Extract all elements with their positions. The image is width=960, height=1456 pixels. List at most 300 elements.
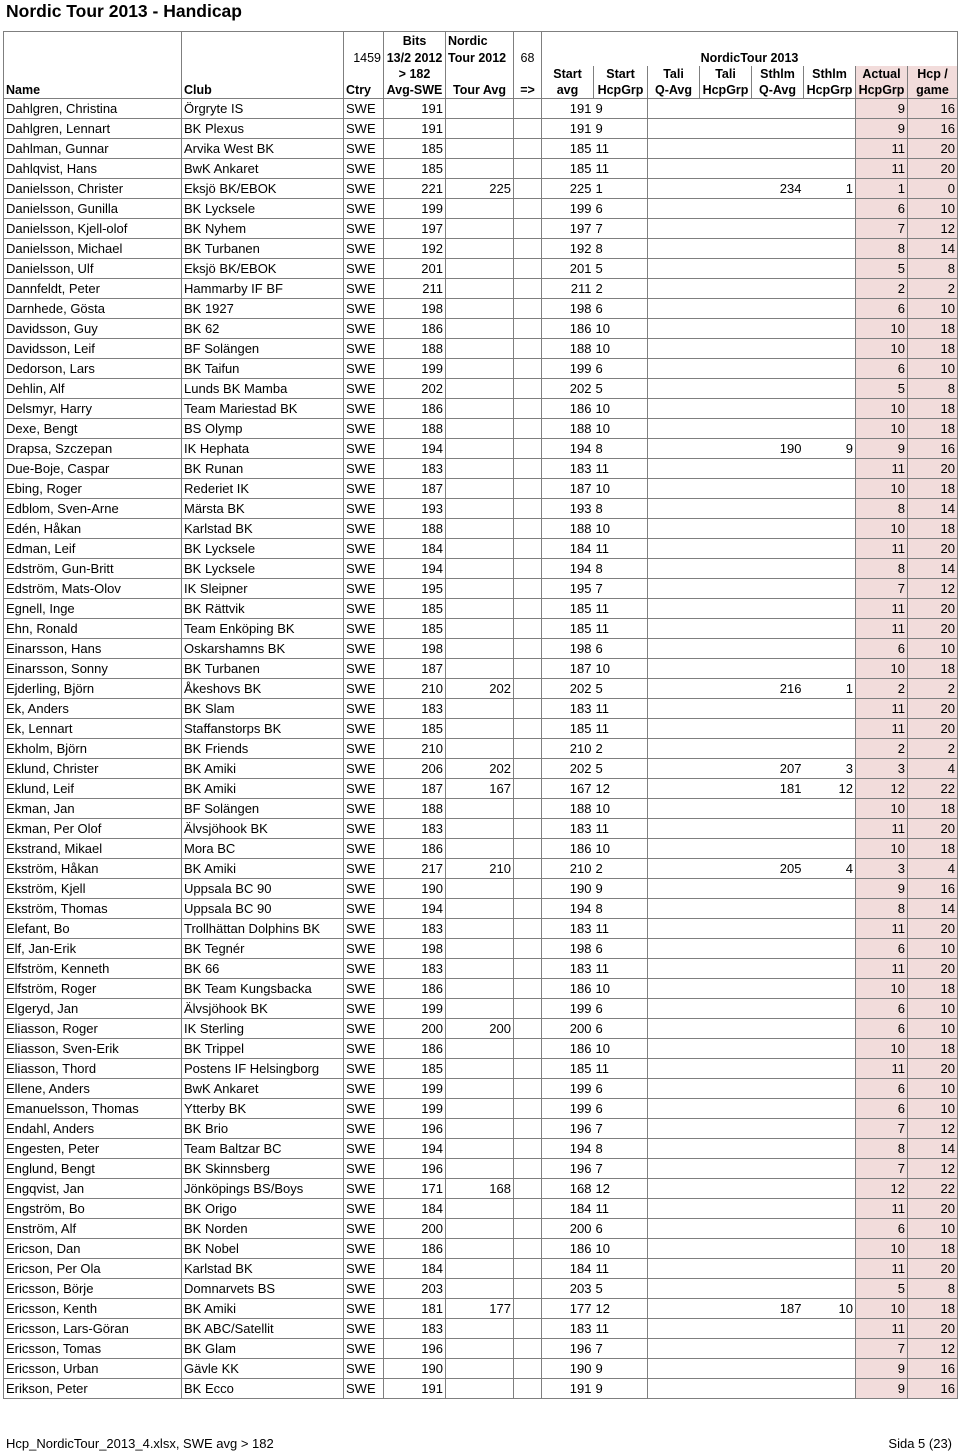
table-row bbox=[4, 599, 958, 619]
cell-player-name: Dedorson, Lars bbox=[4, 359, 182, 379]
cell-avg-swe: 185 bbox=[384, 619, 446, 639]
cell-tali-hcpgrp bbox=[700, 519, 752, 539]
cell-country: SWE bbox=[344, 719, 384, 739]
cell-tali-qavg bbox=[648, 419, 700, 439]
cell-sthlm-qavg bbox=[752, 979, 804, 999]
cell-arrow bbox=[514, 879, 542, 899]
cell-actual-hcpgrp: 9 bbox=[856, 119, 908, 139]
cell-hcp-per-game: 20 bbox=[908, 1259, 958, 1279]
cell-club: BwK Ankaret bbox=[182, 159, 344, 179]
cell-player-name: Ek, Lennart bbox=[4, 719, 182, 739]
cell-player-name: Dahlgren, Christina bbox=[4, 99, 182, 119]
cell-country: SWE bbox=[344, 979, 384, 999]
cell-tour-avg bbox=[446, 1119, 514, 1139]
cell-sthlm-hcpgrp: 9 bbox=[804, 439, 856, 459]
cell-tali-hcpgrp bbox=[700, 299, 752, 319]
cell-tour-avg bbox=[446, 879, 514, 899]
cell-start-hcpgrp: 9 bbox=[594, 99, 648, 119]
cell-tali-hcpgrp bbox=[700, 699, 752, 719]
cell-sthlm-hcpgrp bbox=[804, 519, 856, 539]
cell-arrow bbox=[514, 1239, 542, 1259]
cell-arrow bbox=[514, 359, 542, 379]
cell-start-avg: 188 bbox=[542, 419, 594, 439]
cell-country: SWE bbox=[344, 1359, 384, 1379]
cell-start-avg: 198 bbox=[542, 299, 594, 319]
cell-tali-qavg bbox=[648, 199, 700, 219]
cell-club: Örgryte IS bbox=[182, 99, 344, 119]
cell-sthlm-hcpgrp bbox=[804, 1019, 856, 1039]
cell-start-hcpgrp: 11 bbox=[594, 539, 648, 559]
cell-arrow bbox=[514, 1219, 542, 1239]
table-row bbox=[4, 559, 958, 579]
cell-arrow bbox=[514, 1199, 542, 1219]
cell-start-avg: 192 bbox=[542, 239, 594, 259]
cell-player-name: Edström, Mats-Olov bbox=[4, 579, 182, 599]
table-body bbox=[4, 99, 958, 1399]
cell-sthlm-hcpgrp bbox=[804, 199, 856, 219]
cell-sthlm-hcpgrp bbox=[804, 119, 856, 139]
footer-page-number: Sida 5 (23) bbox=[888, 1436, 952, 1451]
cell-start-avg: 191 bbox=[542, 99, 594, 119]
cell-start-avg: 199 bbox=[542, 1079, 594, 1099]
table-row bbox=[4, 379, 958, 399]
cell-club: BF Solängen bbox=[182, 339, 344, 359]
header-club-top bbox=[182, 32, 344, 51]
cell-sthlm-qavg bbox=[752, 879, 804, 899]
cell-hcp-per-game: 20 bbox=[908, 599, 958, 619]
table-row bbox=[4, 1179, 958, 1199]
cell-tour-avg: 177 bbox=[446, 1299, 514, 1319]
cell-player-name: Elfström, Kenneth bbox=[4, 959, 182, 979]
cell-player-name: Ekström, Håkan bbox=[4, 859, 182, 879]
cell-tali-qavg bbox=[648, 699, 700, 719]
cell-country: SWE bbox=[344, 199, 384, 219]
cell-club: BK Glam bbox=[182, 1339, 344, 1359]
cell-sthlm-qavg bbox=[752, 1039, 804, 1059]
cell-tour-avg bbox=[446, 1219, 514, 1239]
cell-country: SWE bbox=[344, 359, 384, 379]
cell-start-avg: 188 bbox=[542, 519, 594, 539]
cell-actual-hcpgrp: 2 bbox=[856, 279, 908, 299]
cell-start-hcpgrp: 11 bbox=[594, 719, 648, 739]
table-row bbox=[4, 839, 958, 859]
cell-player-name: Ekholm, Björn bbox=[4, 739, 182, 759]
cell-tour-avg bbox=[446, 999, 514, 1019]
cell-tali-qavg bbox=[648, 559, 700, 579]
header-row-1 bbox=[4, 32, 958, 51]
cell-tour-avg bbox=[446, 259, 514, 279]
cell-tali-qavg bbox=[648, 279, 700, 299]
header-start-1: Start bbox=[542, 66, 594, 82]
cell-start-hcpgrp: 8 bbox=[594, 439, 648, 459]
cell-club: BK Amiki bbox=[182, 759, 344, 779]
cell-sthlm-qavg bbox=[752, 399, 804, 419]
table-row bbox=[4, 519, 958, 539]
cell-sthlm-hcpgrp bbox=[804, 719, 856, 739]
cell-start-avg: 185 bbox=[542, 1059, 594, 1079]
cell-tali-qavg bbox=[648, 139, 700, 159]
cell-arrow bbox=[514, 319, 542, 339]
cell-sthlm-hcpgrp bbox=[804, 459, 856, 479]
cell-sthlm-hcpgrp bbox=[804, 879, 856, 899]
cell-avg-swe: 188 bbox=[384, 519, 446, 539]
cell-tali-qavg bbox=[648, 1099, 700, 1119]
cell-sthlm-qavg bbox=[752, 819, 804, 839]
cell-country: SWE bbox=[344, 1379, 384, 1399]
cell-start-avg: 185 bbox=[542, 599, 594, 619]
cell-country: SWE bbox=[344, 599, 384, 619]
cell-avg-swe: 199 bbox=[384, 1099, 446, 1119]
cell-start-hcpgrp: 6 bbox=[594, 359, 648, 379]
cell-tali-hcpgrp bbox=[700, 919, 752, 939]
cell-avg-swe: 200 bbox=[384, 1219, 446, 1239]
cell-sthlm-qavg bbox=[752, 559, 804, 579]
cell-club: BK 1927 bbox=[182, 299, 344, 319]
cell-start-hcpgrp: 11 bbox=[594, 959, 648, 979]
cell-start-hcpgrp: 10 bbox=[594, 339, 648, 359]
cell-sthlm-qavg bbox=[752, 319, 804, 339]
cell-start-hcpgrp: 10 bbox=[594, 979, 648, 999]
cell-avg-swe: 187 bbox=[384, 659, 446, 679]
cell-arrow bbox=[514, 1259, 542, 1279]
cell-actual-hcpgrp: 11 bbox=[856, 1059, 908, 1079]
cell-arrow bbox=[514, 1059, 542, 1079]
cell-arrow bbox=[514, 939, 542, 959]
cell-player-name: Ericsson, Urban bbox=[4, 1359, 182, 1379]
cell-avg-swe: 196 bbox=[384, 1159, 446, 1179]
cell-tali-qavg bbox=[648, 179, 700, 199]
cell-arrow bbox=[514, 539, 542, 559]
cell-tali-hcpgrp bbox=[700, 939, 752, 959]
cell-actual-hcpgrp: 8 bbox=[856, 239, 908, 259]
cell-sthlm-hcpgrp bbox=[804, 819, 856, 839]
cell-player-name: Ejderling, Björn bbox=[4, 679, 182, 699]
cell-avg-swe: 186 bbox=[384, 979, 446, 999]
cell-sthlm-qavg bbox=[752, 899, 804, 919]
cell-actual-hcpgrp: 11 bbox=[856, 139, 908, 159]
cell-player-name: Ericson, Per Ola bbox=[4, 1259, 182, 1279]
cell-sthlm-qavg bbox=[752, 999, 804, 1019]
cell-arrow bbox=[514, 99, 542, 119]
cell-tali-hcpgrp bbox=[700, 359, 752, 379]
cell-avg-swe: 185 bbox=[384, 139, 446, 159]
cell-club: BK Turbanen bbox=[182, 239, 344, 259]
cell-avg-swe: 217 bbox=[384, 859, 446, 879]
header-68: 68 bbox=[514, 50, 542, 66]
cell-tour-avg bbox=[446, 219, 514, 239]
cell-hcp-per-game: 12 bbox=[908, 579, 958, 599]
cell-tali-hcpgrp bbox=[700, 339, 752, 359]
cell-arrow bbox=[514, 119, 542, 139]
cell-player-name: Ericsson, Lars-Göran bbox=[4, 1319, 182, 1339]
table-row bbox=[4, 719, 958, 739]
cell-avg-swe: 184 bbox=[384, 539, 446, 559]
cell-sthlm-qavg bbox=[752, 339, 804, 359]
cell-sthlm-hcpgrp bbox=[804, 899, 856, 919]
cell-player-name: Englund, Bengt bbox=[4, 1159, 182, 1179]
cell-avg-swe: 199 bbox=[384, 199, 446, 219]
table-row bbox=[4, 99, 958, 119]
cell-sthlm-hcpgrp bbox=[804, 1139, 856, 1159]
cell-start-avg: 202 bbox=[542, 679, 594, 699]
cell-sthlm-hcpgrp bbox=[804, 419, 856, 439]
cell-sthlm-qavg bbox=[752, 1159, 804, 1179]
cell-arrow bbox=[514, 659, 542, 679]
cell-arrow bbox=[514, 899, 542, 919]
cell-sthlm-hcpgrp bbox=[804, 539, 856, 559]
cell-sthlm-hcpgrp bbox=[804, 1239, 856, 1259]
cell-actual-hcpgrp: 2 bbox=[856, 739, 908, 759]
table-row bbox=[4, 399, 958, 419]
cell-hcp-per-game: 18 bbox=[908, 479, 958, 499]
cell-tali-hcpgrp bbox=[700, 819, 752, 839]
cell-sthlm-qavg: 207 bbox=[752, 759, 804, 779]
cell-player-name: Ekstrand, Mikael bbox=[4, 839, 182, 859]
cell-hcp-per-game: 22 bbox=[908, 1179, 958, 1199]
cell-club: BK Amiki bbox=[182, 859, 344, 879]
cell-start-hcpgrp: 10 bbox=[594, 319, 648, 339]
cell-tour-avg bbox=[446, 459, 514, 479]
cell-country: SWE bbox=[344, 919, 384, 939]
cell-sthlm-qavg bbox=[752, 119, 804, 139]
cell-club: BF Solängen bbox=[182, 799, 344, 819]
cell-actual-hcpgrp: 11 bbox=[856, 959, 908, 979]
cell-tour-avg bbox=[446, 1099, 514, 1119]
cell-arrow bbox=[514, 1019, 542, 1039]
cell-actual-hcpgrp: 3 bbox=[856, 759, 908, 779]
page-title: Nordic Tour 2013 - Handicap bbox=[6, 1, 242, 21]
cell-sthlm-hcpgrp bbox=[804, 839, 856, 859]
cell-actual-hcpgrp: 6 bbox=[856, 1079, 908, 1099]
cell-tali-qavg bbox=[648, 1319, 700, 1339]
cell-sthlm-hcpgrp bbox=[804, 1339, 856, 1359]
cell-start-avg: 186 bbox=[542, 1039, 594, 1059]
cell-sthlm-qavg bbox=[752, 919, 804, 939]
cell-tali-hcpgrp bbox=[700, 1179, 752, 1199]
cell-avg-swe: 183 bbox=[384, 959, 446, 979]
table-row bbox=[4, 179, 958, 199]
cell-tour-avg: 200 bbox=[446, 1019, 514, 1039]
cell-start-avg: 196 bbox=[542, 1119, 594, 1139]
cell-start-avg: 167 bbox=[542, 779, 594, 799]
cell-hcp-per-game: 20 bbox=[908, 619, 958, 639]
cell-tali-hcpgrp bbox=[700, 1019, 752, 1039]
cell-tali-hcpgrp bbox=[700, 1299, 752, 1319]
cell-player-name: Drapsa, Szczepan bbox=[4, 439, 182, 459]
cell-tali-hcpgrp bbox=[700, 399, 752, 419]
table-row bbox=[4, 979, 958, 999]
cell-actual-hcpgrp: 6 bbox=[856, 999, 908, 1019]
cell-sthlm-hcpgrp bbox=[804, 1059, 856, 1079]
cell-start-avg: 202 bbox=[542, 759, 594, 779]
cell-hcp-per-game: 18 bbox=[908, 519, 958, 539]
cell-tour-avg bbox=[446, 1059, 514, 1079]
cell-start-hcpgrp: 7 bbox=[594, 1339, 648, 1359]
cell-tour-avg bbox=[446, 339, 514, 359]
cell-arrow bbox=[514, 1079, 542, 1099]
cell-start-avg: 203 bbox=[542, 1279, 594, 1299]
cell-start-hcpgrp: 6 bbox=[594, 1099, 648, 1119]
table-row bbox=[4, 799, 958, 819]
cell-country: SWE bbox=[344, 639, 384, 659]
cell-start-hcpgrp: 11 bbox=[594, 1059, 648, 1079]
cell-tour-avg bbox=[446, 499, 514, 519]
table-row bbox=[4, 219, 958, 239]
cell-sthlm-hcpgrp bbox=[804, 1219, 856, 1239]
cell-tali-hcpgrp bbox=[700, 759, 752, 779]
cell-club: Trollhättan Dolphins BK bbox=[182, 919, 344, 939]
cell-sthlm-hcpgrp bbox=[804, 319, 856, 339]
cell-start-avg: 211 bbox=[542, 279, 594, 299]
cell-player-name: Elgeryd, Jan bbox=[4, 999, 182, 1019]
cell-sthlm-qavg bbox=[752, 959, 804, 979]
cell-sthlm-qavg: 190 bbox=[752, 439, 804, 459]
header-avg: avg bbox=[542, 82, 594, 99]
cell-sthlm-hcpgrp bbox=[804, 399, 856, 419]
cell-actual-hcpgrp: 8 bbox=[856, 1139, 908, 1159]
cell-tour-avg bbox=[446, 819, 514, 839]
table-row bbox=[4, 679, 958, 699]
cell-hcp-per-game: 16 bbox=[908, 1359, 958, 1379]
header-tour-2012: Tour 2012 bbox=[446, 50, 514, 66]
cell-club: BK Runan bbox=[182, 459, 344, 479]
cell-tali-hcpgrp bbox=[700, 1199, 752, 1219]
cell-avg-swe: 196 bbox=[384, 1339, 446, 1359]
cell-sthlm-qavg bbox=[752, 1219, 804, 1239]
cell-tali-hcpgrp bbox=[700, 639, 752, 659]
cell-start-hcpgrp: 12 bbox=[594, 1179, 648, 1199]
cell-actual-hcpgrp: 10 bbox=[856, 419, 908, 439]
cell-actual-hcpgrp: 11 bbox=[856, 919, 908, 939]
cell-club: BS Olymp bbox=[182, 419, 344, 439]
cell-sthlm-qavg bbox=[752, 799, 804, 819]
header-group-top-7 bbox=[856, 32, 908, 51]
cell-hcp-per-game: 10 bbox=[908, 299, 958, 319]
cell-start-hcpgrp: 8 bbox=[594, 899, 648, 919]
cell-tali-qavg bbox=[648, 499, 700, 519]
cell-actual-hcpgrp: 9 bbox=[856, 879, 908, 899]
cell-actual-hcpgrp: 8 bbox=[856, 899, 908, 919]
cell-tour-avg bbox=[446, 979, 514, 999]
cell-tour-avg bbox=[446, 379, 514, 399]
cell-hcp-per-game: 10 bbox=[908, 1079, 958, 1099]
header-sthlm-2: Sthlm bbox=[804, 66, 856, 82]
cell-player-name: Danielsson, Christer bbox=[4, 179, 182, 199]
cell-actual-hcpgrp: 11 bbox=[856, 699, 908, 719]
cell-country: SWE bbox=[344, 159, 384, 179]
cell-sthlm-qavg bbox=[752, 259, 804, 279]
cell-club: Rederiet IK bbox=[182, 479, 344, 499]
cell-start-hcpgrp: 9 bbox=[594, 1379, 648, 1399]
cell-actual-hcpgrp: 6 bbox=[856, 639, 908, 659]
cell-sthlm-qavg bbox=[752, 1199, 804, 1219]
cell-tali-hcpgrp bbox=[700, 1159, 752, 1179]
cell-tour-avg bbox=[446, 1259, 514, 1279]
header-group-top-1 bbox=[542, 32, 594, 51]
cell-start-avg: 202 bbox=[542, 379, 594, 399]
cell-tour-avg bbox=[446, 239, 514, 259]
header-1459: 1459 bbox=[344, 50, 384, 66]
cell-sthlm-hcpgrp bbox=[804, 359, 856, 379]
table-row bbox=[4, 1099, 958, 1119]
cell-start-avg: 183 bbox=[542, 1319, 594, 1339]
table-row bbox=[4, 959, 958, 979]
cell-country: SWE bbox=[344, 1239, 384, 1259]
table-row bbox=[4, 439, 958, 459]
cell-tali-hcpgrp bbox=[700, 579, 752, 599]
cell-tour-avg bbox=[446, 399, 514, 419]
cell-club: BK Friends bbox=[182, 739, 344, 759]
cell-club: BK ABC/Satellit bbox=[182, 1319, 344, 1339]
cell-sthlm-qavg: 234 bbox=[752, 179, 804, 199]
cell-actual-hcpgrp: 11 bbox=[856, 1259, 908, 1279]
cell-start-avg: 168 bbox=[542, 1179, 594, 1199]
cell-arrow bbox=[514, 839, 542, 859]
cell-player-name: Ellene, Anders bbox=[4, 1079, 182, 1099]
cell-tali-qavg bbox=[648, 459, 700, 479]
cell-hcp-per-game: 18 bbox=[908, 839, 958, 859]
cell-avg-swe: 210 bbox=[384, 679, 446, 699]
cell-country: SWE bbox=[344, 479, 384, 499]
cell-start-avg: 195 bbox=[542, 579, 594, 599]
cell-avg-swe: 183 bbox=[384, 1319, 446, 1339]
cell-arrow bbox=[514, 959, 542, 979]
cell-actual-hcpgrp: 6 bbox=[856, 1099, 908, 1119]
cell-sthlm-hcpgrp bbox=[804, 479, 856, 499]
cell-start-avg: 199 bbox=[542, 1099, 594, 1119]
cell-country: SWE bbox=[344, 119, 384, 139]
cell-arrow bbox=[514, 159, 542, 179]
cell-country: SWE bbox=[344, 759, 384, 779]
cell-hcp-per-game: 18 bbox=[908, 979, 958, 999]
cell-tali-qavg bbox=[648, 1239, 700, 1259]
cell-tali-hcpgrp bbox=[700, 199, 752, 219]
cell-sthlm-hcpgrp bbox=[804, 1379, 856, 1399]
cell-start-hcpgrp: 6 bbox=[594, 199, 648, 219]
cell-club: BK Taifun bbox=[182, 359, 344, 379]
cell-start-avg: 186 bbox=[542, 1239, 594, 1259]
cell-avg-swe: 198 bbox=[384, 939, 446, 959]
cell-tali-qavg bbox=[648, 659, 700, 679]
cell-arrow bbox=[514, 379, 542, 399]
cell-country: SWE bbox=[344, 139, 384, 159]
cell-hcp-per-game: 18 bbox=[908, 659, 958, 679]
cell-tali-qavg bbox=[648, 759, 700, 779]
cell-tali-qavg bbox=[648, 1139, 700, 1159]
header-group-top-6 bbox=[804, 32, 856, 51]
cell-player-name: Eklund, Christer bbox=[4, 759, 182, 779]
handicap-table bbox=[3, 31, 958, 1399]
cell-start-hcpgrp: 6 bbox=[594, 1219, 648, 1239]
header-row-2 bbox=[4, 50, 958, 66]
cell-sthlm-hcpgrp bbox=[804, 739, 856, 759]
cell-hcp-per-game: 20 bbox=[908, 159, 958, 179]
cell-country: SWE bbox=[344, 1019, 384, 1039]
table-row bbox=[4, 999, 958, 1019]
cell-tali-qavg bbox=[648, 799, 700, 819]
header-group-top-8 bbox=[908, 32, 958, 51]
cell-club: Team Baltzar BC bbox=[182, 1139, 344, 1159]
cell-arrow bbox=[514, 1099, 542, 1119]
cell-player-name: Ericsson, Kenth bbox=[4, 1299, 182, 1319]
cell-start-avg: 185 bbox=[542, 139, 594, 159]
cell-sthlm-qavg bbox=[752, 159, 804, 179]
cell-player-name: Ek, Anders bbox=[4, 699, 182, 719]
cell-player-name: Dahlgren, Lennart bbox=[4, 119, 182, 139]
cell-actual-hcpgrp: 6 bbox=[856, 299, 908, 319]
cell-club: Team Mariestad BK bbox=[182, 399, 344, 419]
cell-hcp-per-game: 12 bbox=[908, 1159, 958, 1179]
